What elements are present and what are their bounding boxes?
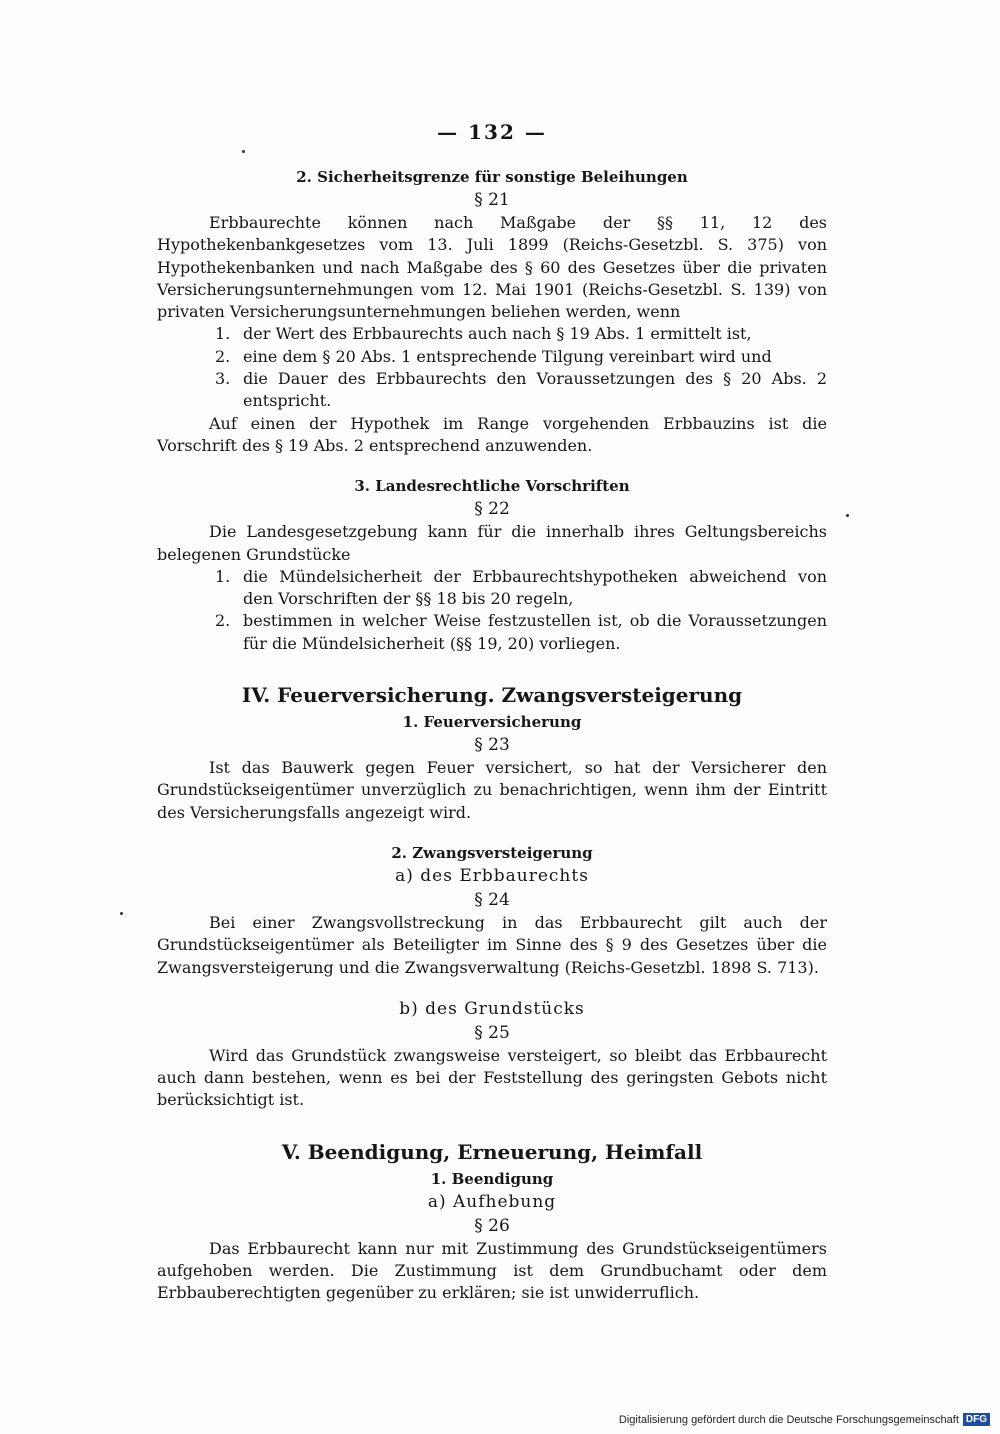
paragraph-22-list bbox=[157, 566, 827, 655]
paragraph-22-text: Die Landesgesetzgebung kann für die innerhalb ihres Geltungsbereichs belegenen Grundstücke bbox=[157, 522, 827, 564]
list-item-text: bestimmen in welcher Weise festzustellen ist, ob die Voraussetzungen für die Mündelsicherheit (§§ 19, 20) vorliegen. bbox=[243, 611, 827, 653]
scan-speck bbox=[242, 150, 245, 153]
section-heading-2: 2. Sicherheitsgrenze für sonstige Beleihungen bbox=[296, 168, 688, 186]
paragraph-25-text: Wird das Grundstück zwangsweise versteigert, so bleibt das Erbbaurecht auch dann bestehen, wenn es bei der Feststellung des geringsten Gebots nicht berücksichtigt ist. bbox=[157, 1045, 827, 1110]
subheading-b-grundstueck: b) des Grundstücks bbox=[399, 998, 585, 1019]
paragraph-26-text: Das Erbbaurecht kann nur mit Zustimmung des Grundstückseigentümers aufgehoben werden. Die Zustimmung ist dem Grundbuchamt oder dem Erbbauberechtigten gegenüber zu erklären; sie ist unwiderruflich. bbox=[157, 1238, 827, 1303]
list-item-text: der Wert des Erbbaurechts auch nach § 19 Abs. 1 ermittelt ist, bbox=[243, 324, 752, 344]
subheading-a-aufhebung: a) Aufhebung bbox=[427, 1191, 557, 1212]
section-heading-fire-insurance: 1. Feuerversicherung bbox=[402, 713, 582, 732]
scan-speck bbox=[120, 912, 123, 915]
section-heading-compulsory-auction: 2. Zwangsversteigerung bbox=[391, 843, 593, 862]
list-item bbox=[215, 346, 827, 368]
paragraph-number-23: § 23 bbox=[474, 735, 510, 756]
paragraph-21-text-2: Auf einen der Hypothek im Range vorgehenden Erbbauzins ist die Vorschrift des § 19 Abs. 2 entsprechend anzuwenden. bbox=[157, 413, 827, 455]
page-number: — 132 — bbox=[437, 120, 547, 144]
list-item-text: die Dauer des Erbbaurechts den Voraussetzungen des § 20 Abs. 2 entspricht. bbox=[243, 369, 827, 411]
section-heading-3: 3. Landesrechtliche Vorschriften bbox=[354, 477, 630, 496]
paragraph-23-text: Ist das Bauwerk gegen Feuer versichert, so hat der Versicherer den Grundstückseigentümer unverzüglich zu benachrichtigen, wenn ihm der Eintritt des Versicherungsfalls angezeigt wird. bbox=[157, 758, 827, 822]
paragraph-number-21: § 21 bbox=[474, 190, 510, 210]
list-item-number: 3. bbox=[215, 369, 231, 389]
part-heading-iv: IV. Feuerversicherung. Zwangsversteigerung bbox=[241, 683, 743, 708]
list-item-number: 1. bbox=[215, 566, 231, 586]
document-page bbox=[157, 120, 827, 1305]
part-heading-v: V. Beendigung, Erneuerung, Heimfall bbox=[281, 1139, 703, 1164]
list-item bbox=[215, 323, 827, 345]
subheading-a-erbbaurecht: a) des Erbbaurechts bbox=[395, 865, 589, 886]
digitization-footer bbox=[619, 1413, 990, 1426]
paragraph-21-text: Erbbaurechte können nach Maßgabe der §§ 11, 12 des Hypothekenbankgesetzes vom 13. Juli 1899 (Reichs-Gesetzbl. S. 375) von Hypothekenbanken und nach Maßgabe des § 60 des Gesetzes über die privaten Versicherungsunternehmungen vom 12. Mai 1901 (Reichs-Gesetzbl. S. 139) von privaten Versicherungsunternehmungen beliehen werden, wenn bbox=[157, 213, 827, 322]
list-item-number: 2. bbox=[215, 611, 231, 631]
list-item bbox=[215, 566, 827, 611]
section-heading-termination: 1. Beendigung bbox=[430, 1169, 554, 1188]
list-item-text: eine dem § 20 Abs. 1 entsprechende Tilgung vereinbart wird und bbox=[243, 346, 772, 366]
list-item bbox=[215, 610, 827, 655]
list-item-text: die Mündelsicherheit der Erbbaurechtshypotheken abweichend von den Vorschriften der §§ 18 bis 20 regeln, bbox=[243, 566, 827, 609]
paragraph-21-list bbox=[157, 323, 827, 412]
scan-speck bbox=[846, 514, 849, 517]
list-item-number: 2. bbox=[215, 346, 231, 366]
paragraph-24-text: Bei einer Zwangsvollstreckung in das Erbbaurecht gilt auch der Grundstückseigentümer als Beteiligter im Sinne des § 9 des Gesetzes über die Zwangsversteigerung und die Zwangsverwaltung (Reichs-Gesetzbl. 1898 S. 713). bbox=[157, 912, 827, 977]
list-item bbox=[215, 368, 827, 413]
paragraph-number-22: § 22 bbox=[474, 499, 510, 520]
list-item-number: 1. bbox=[215, 324, 231, 344]
dfg-logo: DFG bbox=[963, 1413, 990, 1426]
paragraph-number-26: § 26 bbox=[474, 1215, 510, 1236]
footer-text: Digitalisierung gefördert durch die Deutsche Forschungsgemeinschaft bbox=[618, 1413, 959, 1426]
paragraph-number-25: § 25 bbox=[474, 1022, 510, 1043]
paragraph-number-24: § 24 bbox=[474, 889, 510, 910]
